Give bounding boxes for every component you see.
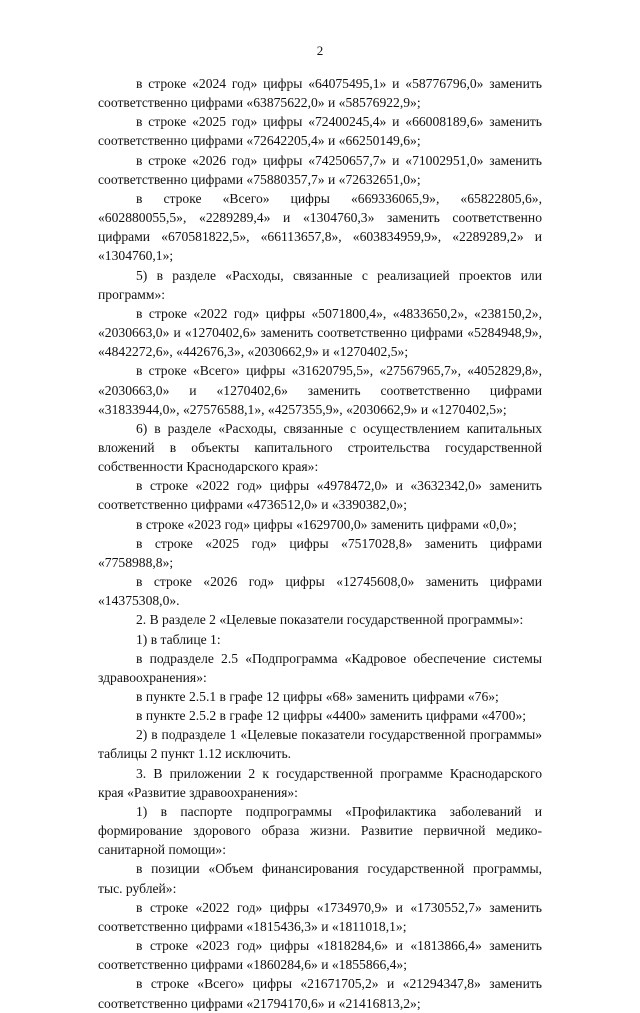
paragraph: 1) в паспорте подпрограммы «Профилактика заболеваний и формирование здорового образа жизни. Развитие первичной медико-санитарной помощи»:	[98, 803, 542, 858]
paragraph: 3. В приложении 2 к государственной программе Краснодарского края «Развитие здравоохранения»:	[98, 765, 542, 800]
paragraph: в пункте 2.5.2 в графе 12 цифры «4400» заменить цифрами «4700»;	[136, 708, 527, 724]
page-number: 2	[316, 43, 324, 58]
paragraph: в строке «2022 год» цифры «5071800,4», «4833650,2», «238150,2», «2030663,0» и «1270402,6» заменить соответственно цифрами «5284948,9», «4842272,6», «442676,3», «2030662,9» и «1270402,5»;	[98, 305, 542, 360]
paragraph: в строке «2023 год» цифры «1818284,6» и «1813866,4» заменить соответственно цифрами «1860284,6» и «1855866,4»;	[98, 938, 542, 973]
paragraph: 2) в подразделе 1 «Целевые показатели государственной программы» таблицы 2 пункт 1.12 исключить.	[98, 727, 542, 762]
paragraph: 6) в разделе «Расходы, связанные с осуществлением капитальных вложений в объекты капитального строительства государственной собственности Краснодарского края»:	[98, 420, 542, 475]
paragraph: в строке «2026 год» цифры «74250657,7» и «71002951,0» заменить соответственно цифрами «75880357,7» и «72632651,0»;	[98, 152, 542, 187]
paragraph: 5) в разделе «Расходы, связанные с реализацией проектов или программ»:	[98, 267, 542, 302]
paragraph: в строке «Всего» цифры «31620795,5», «27567965,7», «4052829,8», «2030663,0» и «1270402,6» заменить соответственно цифрами «31833944,0», «27576588,1», «4257355,9», «2030662,9» и «1270402,5»;	[98, 363, 542, 417]
paragraph: 1) в таблице 1:	[136, 631, 221, 647]
paragraph: в пункте 2.5.1 в графе 12 цифры «68» заменить цифрами «76»;	[136, 689, 499, 704]
paragraph: в строке «2023 год» цифры «1629700,0» заменить цифрами «0,0»;	[136, 516, 517, 532]
paragraph: в строке «2026 год» цифры «12745608,0» заменить цифрами «14375308,0».	[98, 574, 542, 609]
document-body	[98, 74, 542, 1013]
paragraph: в строке «2022 год» цифры «4978472,0» и «3632342,0» заменить соответственно цифрами «4736512,0» и «3390382,0»;	[98, 478, 542, 513]
paragraph: 2. В разделе 2 «Целевые показатели государственной программы»:	[136, 612, 524, 628]
paragraph: в строке «2022 год» цифры «1734970,9» и «1730552,7» заменить соответственно цифрами «1815436,3» и «1811018,1»;	[98, 899, 542, 934]
paragraph: в строке «2025 год» цифры «7517028,8» заменить цифрами «7758988,8»;	[98, 535, 542, 570]
paragraph: в позиции «Объем финансирования государственной программы, тыс. рублей»:	[98, 861, 542, 896]
paragraph: в строке «2025 год» цифры «72400245,4» и «66008189,6» заменить соответственно цифрами «72642205,4» и «66250149,6»;	[98, 114, 542, 149]
paragraph: в строке «Всего» цифры «669336065,9», «65822805,6», «602880055,5», «2289289,4» и «1304760,3» заменить соответственно цифрами «670581822,5», «66113657,8», «603834959,9», «2289289,2» и «1304760,1»;	[98, 190, 542, 264]
paragraph: в строке «2024 год» цифры «64075495,1» и «58776796,0» заменить соответственно цифрами «63875622,0» и «58576922,9»;	[98, 76, 542, 111]
paragraph: в строке «Всего» цифры «21671705,2» и «21294347,8» заменить соответственно цифрами «21794170,6» и «21416813,2»;	[98, 976, 542, 1011]
paragraph: в подразделе 2.5 «Подпрограмма «Кадровое обеспечение системы здравоохранения»:	[98, 650, 542, 685]
